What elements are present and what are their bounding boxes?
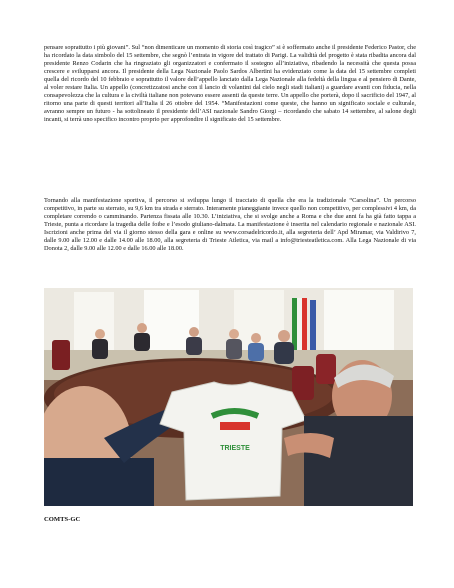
shirt-city-text: TRIESTE	[220, 445, 250, 452]
author-signature: COMTS-GC	[44, 516, 81, 523]
press-conference-photo	[44, 288, 413, 506]
article-paragraph-2: Tornando alla manifestazione sportiva, il percorso si sviluppa lungo il tracciato di quella che era la tradizionale “Carsolina”. Un percorso competitivo, in parte su sterrato, su 9,6 km tra strada e sterrato. Interamente pianeggiante invece quello non competitivo, per complessivi 4 km, da completare correndo o camminando. Partenza fissata alle 10.30. L’iniziativa, che si svolge anche a Roma e che due anni fa ha già fatto tappa a Trieste, punta a ricordare la tragedia delle foibe e l’esodo giuliano-dalmata. La manifestazione è inserita nel calendario regionale e nazionale ASI. Iscrizioni anche prima del via il giorno stesso della gara e online su www.corsadelricordo.it, alla segreteria dell’ Apd Miramar, via Valdirivo 7, dalle 9.00 alle 12.00 e dalle 14.00 alle 18.00, alla segreteria di Trieste Atletica, via mail a info@triesteatletica.com. Alla Lega Nazionale di via Donota 2, dalle 9.00 alle 12.00 e dalle 16.00 alle 18.00.	[44, 197, 416, 253]
article-paragraph-1: pensare soprattutto i più giovani”. Sul “non dimenticare un momento di storia così tragico” si è soffermato anche il presidente Federico Pastor, che ha ricordato la data simbolo del 15 settembre, che segnò l’entrata in vigore del trattato di Parigi. La validità del progetto è stata ribadita ancora dal presidente Renzo Codarin che ha ringraziato gli organizzatori e confermato il sostegno all’iniziativa, ribadendo la necessità che questa possa crescere e svilupparsi ancora. Il presidente della Lega Nazionale Paolo Sardos Albertini ha evidenziato come la data del 15 settembre completi quella del ricordo del 10 febbraio e soprattutto il valore dell’appello lanciato dalla Lega Nazionale alla fedeltà della lingua e al pensiero di Dante, al voler restare Italia. Un appello (concretizzatosi anche con il lancio di volantini dal cielo negli stadi italiani) a guardare avanti con fiducia, nella consapevolezza che la cultura e la civiltà italiane non potevano essere assenti da queste terre. Un appello che porterà, dopo il sacrificio del 1947, al ritorno una parte di questi territori all’Italia il 26 ottobre del 1954. “Manifestazioni come queste, che hanno un significato sociale e culturale, avranno sempre un futuro - ha sottolineato il presidente dell’ASI nazionale Sandro Giorgi – ricordando che sabato 14 settembre, al salone degli incanti, si terrà uno specifico incontro proprio per approfondire il significato del 15 settembre.	[44, 44, 416, 124]
